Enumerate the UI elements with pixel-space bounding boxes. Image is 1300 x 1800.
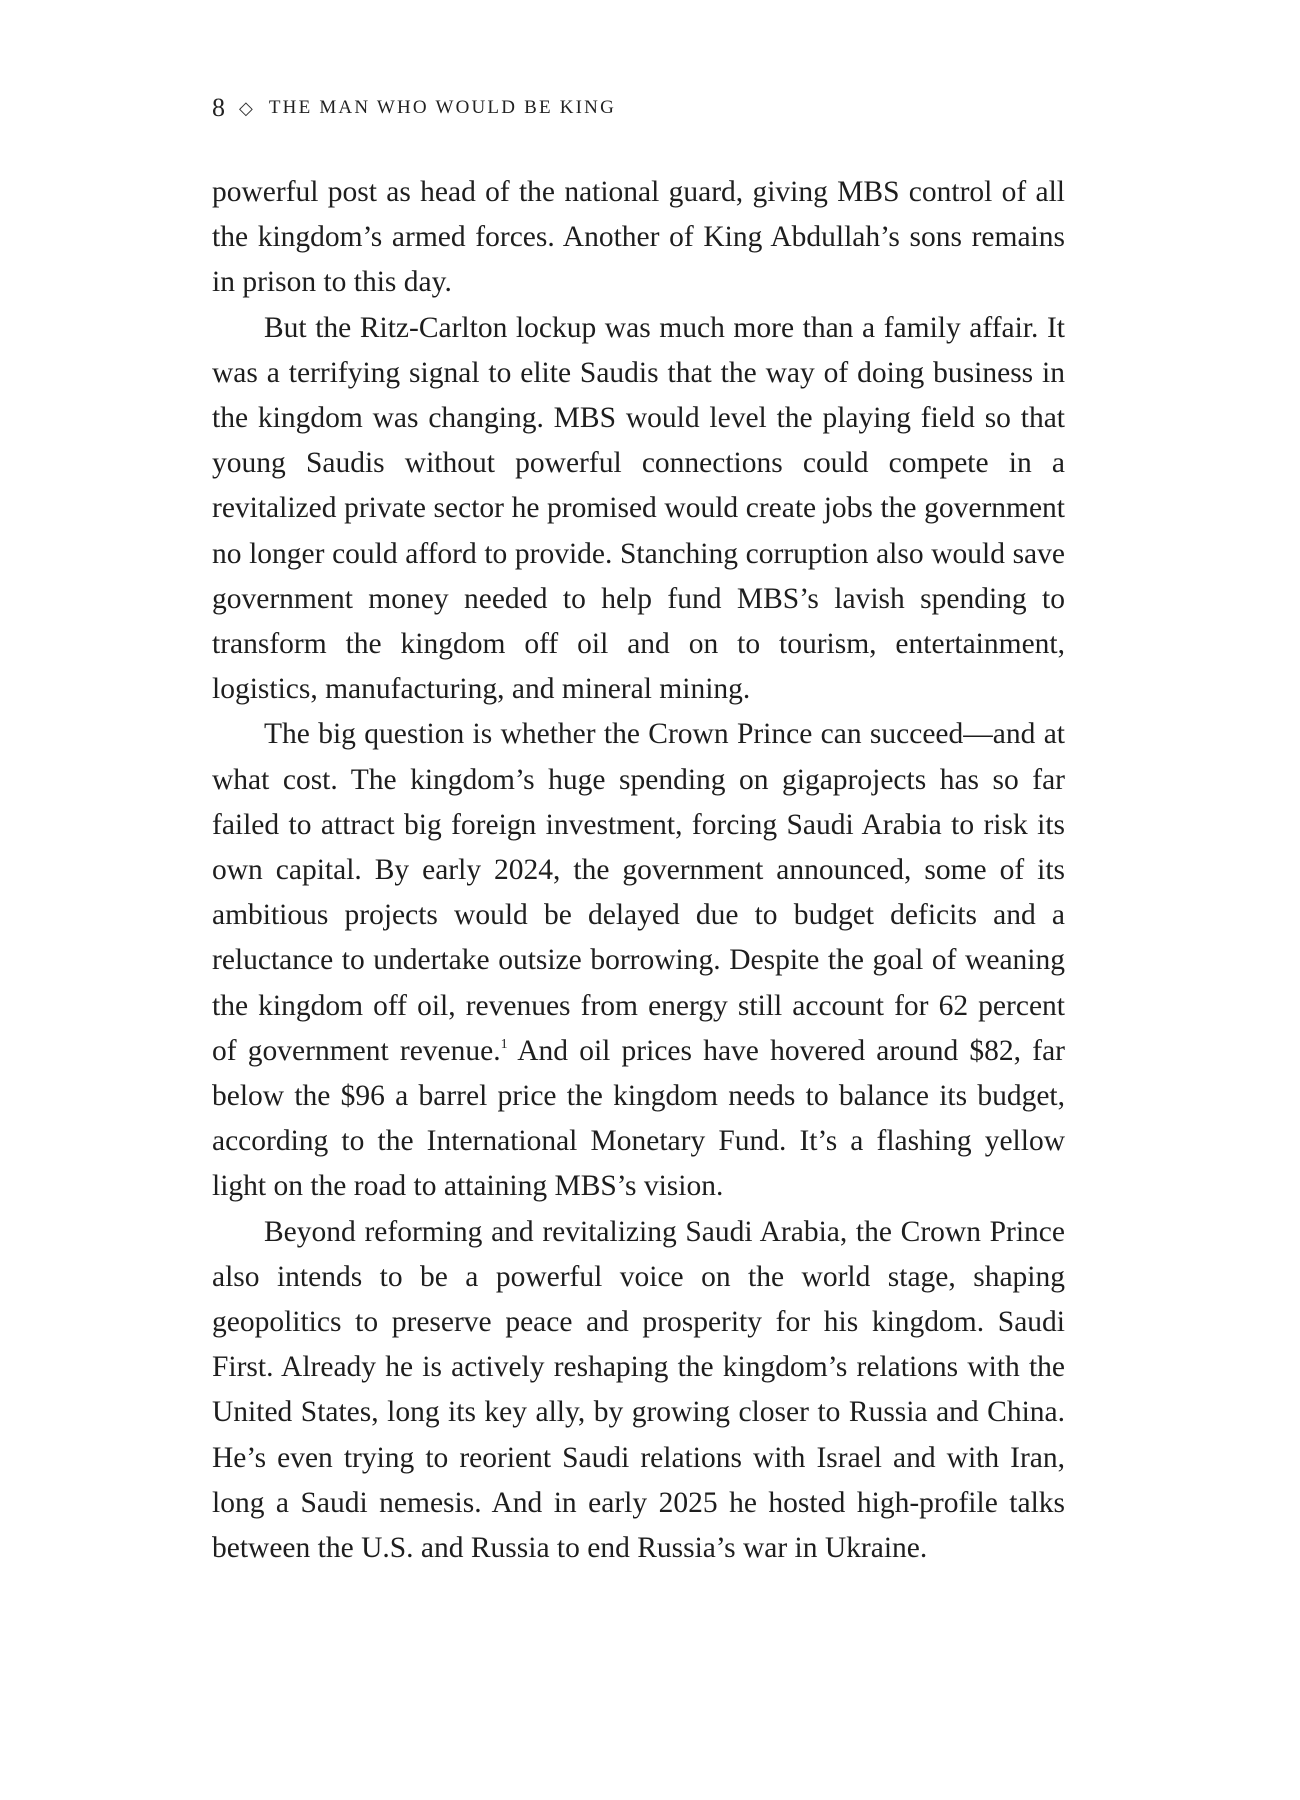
paragraph-continued: powerful post as head of the national guard, giving MBS control of all the kingdom’s armed forces. Another of King Abdullah’s sons remains in prison to this day. [212,176,1065,299]
paragraph-text-before-note: The big question is whether the Crown Prince can succeed—and at what cost. The kingdom’s huge spending on gigaprojects has so far failed to attract big foreign investment, forcing Saudi Arabia to risk its own capital. By early 2024, the government announced, some of its ambitious projects would be delayed due to budget deficits and a reluctance to undertake outsize borrowing. Despite the goal of weaning the kingdom off oil, revenues from energy still account for 62 percent of government revenue. [212,718,1065,1067]
book-title: THE MAN WHO WOULD BE KING [268,97,617,118]
paragraph-world-stage: Beyond reforming and revitalizing Saudi Arabia, the Crown Prince also intends to be a powerful voice on the world stage, shaping geopolitics to preserve peace and prosperity for his kingdom. Saudi First. Already he is actively reshaping the kingdom’s relations with the United States, long its key ally, by growing closer to Russia and China. He’s even trying to reorient Saudi relations with Israel and with Iran, long a Saudi nemesis. And in early 2025 he hosted high-profile talks between the U.S. and Russia to end Russia’s war in Ukraine. [212,1215,1065,1565]
footnote-reference[interactable]: 1 [500,1036,508,1052]
paragraph-big-question [212,712,1065,1209]
running-head [212,92,616,124]
paragraph-ritz-carlton: But the Ritz-Carlton lockup was much more than a family affair. It was a terrifying signal to elite Saudis that the way of doing business in the kingdom was changing. MBS would level the playing field so that young Saudis without powerful connections could compete in a revitalized private sector he promised would create jobs the government no longer could afford to provide. Stanching corruption also would save government money needed to help fund MBS’s lavish spending to transform the kingdom off oil and on to tourism, entertainment, logistics, manufacturing, and mineral mining. [212,311,1065,706]
diamond-separator-icon: ◇ [239,97,253,118]
page-number: 8 [212,93,225,122]
paragraph-text-after-note: And oil prices have hovered around $82, far below the $96 a barrel price the kingdom needs to balance its budget, according to the International Monetary Fund. It’s a flashing yellow light on the road to attaining MBS’s vision. [212,1034,1065,1203]
body-text [212,170,1065,1571]
